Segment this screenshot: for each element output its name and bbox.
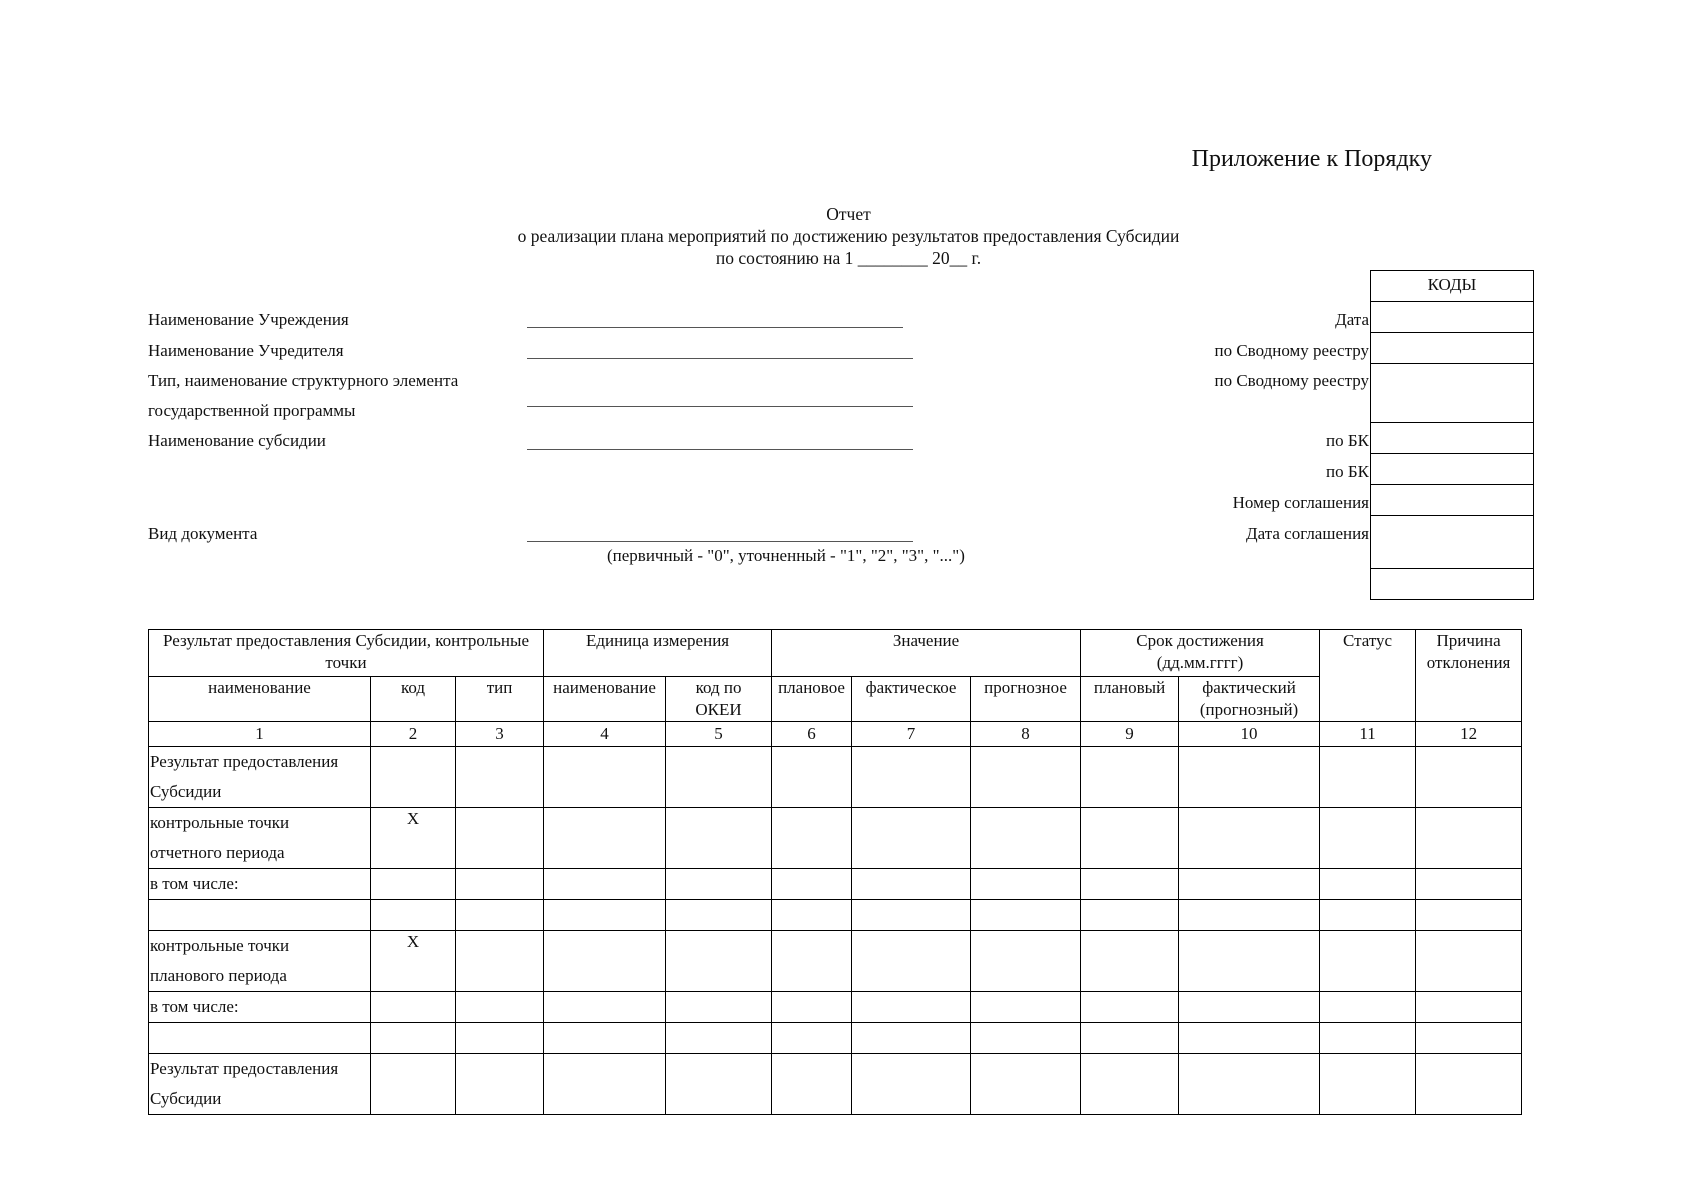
okei-subheader: [666, 677, 772, 722]
codes-box: [1370, 270, 1534, 600]
code-cell-bk-1[interactable]: [1371, 422, 1533, 453]
table-row: [149, 747, 1522, 808]
table-cell[interactable]: [1081, 931, 1179, 992]
code-subheader: код: [371, 677, 456, 722]
table-cell[interactable]: [666, 992, 772, 1023]
table-row: [149, 1023, 1522, 1054]
name-subheader: наименование: [149, 677, 371, 722]
table-cell[interactable]: [666, 869, 772, 900]
reason-header: [1416, 630, 1522, 722]
column-number: 2: [371, 722, 456, 747]
table-cell[interactable]: [1081, 808, 1179, 869]
table-cell[interactable]: [544, 900, 666, 931]
row-label-cell: [149, 747, 371, 808]
table-cell[interactable]: [1179, 869, 1320, 900]
code-cell[interactable]: X: [371, 808, 456, 869]
table-cell[interactable]: [1320, 900, 1416, 931]
table-row: [149, 992, 1522, 1023]
table-cell[interactable]: [852, 900, 971, 931]
table-cell[interactable]: [666, 808, 772, 869]
row-label: Результат предоставления: [150, 752, 339, 771]
table-cell[interactable]: [456, 992, 544, 1023]
table-cell[interactable]: [772, 992, 852, 1023]
code-label-agreement-date: Дата соглашения: [1246, 524, 1369, 543]
table-cell[interactable]: [666, 931, 772, 992]
program-label-line1: Тип, наименование структурного элемента: [148, 371, 459, 390]
table-cell[interactable]: [1416, 1023, 1522, 1054]
column-number-row: [149, 722, 1522, 747]
row-label-cell: [149, 931, 371, 992]
codes-header: КОДЫ: [1427, 275, 1477, 294]
table-cell[interactable]: [1320, 931, 1416, 992]
table-body: [149, 747, 1522, 1115]
code-cell-registry-2[interactable]: [1371, 363, 1533, 422]
deadline-header-line2: (дд.мм.гггг): [1156, 653, 1244, 672]
column-number: 6: [772, 722, 852, 747]
table-cell[interactable]: [544, 1054, 666, 1115]
row-label: отчетного периода: [150, 843, 285, 862]
code-cell[interactable]: [371, 1023, 456, 1054]
row-label: планового периода: [150, 966, 287, 985]
code-cell[interactable]: [371, 1054, 456, 1115]
table-cell[interactable]: [1416, 869, 1522, 900]
deadline-actual-line2: (прогнозный): [1199, 700, 1299, 719]
column-number: 10: [1179, 722, 1320, 747]
table-cell[interactable]: [1081, 900, 1179, 931]
table-row: [149, 808, 1522, 869]
program-label-line2: государственной программы: [148, 401, 356, 420]
table-cell[interactable]: [971, 1023, 1081, 1054]
code-label-bk-1: по БК: [1326, 431, 1369, 450]
deadline-group-header: [1081, 630, 1320, 677]
table-cell[interactable]: [1179, 992, 1320, 1023]
table-row: [149, 1054, 1522, 1115]
table-row: [149, 869, 1522, 900]
table-cell[interactable]: [772, 931, 852, 992]
table-cell[interactable]: [852, 747, 971, 808]
subsidy-label: Наименование субсидии: [148, 431, 326, 450]
code-cell[interactable]: [371, 869, 456, 900]
table-cell[interactable]: [971, 1054, 1081, 1115]
table-header-row-1: [149, 630, 1522, 677]
table-cell[interactable]: [1179, 931, 1320, 992]
row-label-cell: [149, 900, 371, 931]
row-label-cell: [149, 992, 371, 1023]
table-cell[interactable]: [1081, 1023, 1179, 1054]
okei-subheader-line2: ОКЕИ: [695, 700, 742, 719]
type-subheader: тип: [456, 677, 544, 722]
table-cell[interactable]: [1416, 992, 1522, 1023]
table-cell[interactable]: [1320, 1054, 1416, 1115]
program-field[interactable]: [527, 406, 913, 407]
table-row: [149, 931, 1522, 992]
results-table: [148, 629, 1522, 1115]
column-number: 12: [1416, 722, 1522, 747]
table-cell[interactable]: [1416, 747, 1522, 808]
table-row: [149, 900, 1522, 931]
code-cell[interactable]: [371, 992, 456, 1023]
table-cell[interactable]: [666, 900, 772, 931]
actual-subheader: фактическое: [852, 677, 971, 722]
code-cell-agreement-date[interactable]: [1371, 515, 1533, 568]
table-cell[interactable]: [544, 747, 666, 808]
deadline-header-line1: Срок достижения: [1136, 631, 1264, 650]
table-cell[interactable]: [456, 1054, 544, 1115]
appendix-label: Приложение к Порядку: [1191, 146, 1432, 172]
table-cell[interactable]: [1179, 900, 1320, 931]
deadline-planned-subheader: плановый: [1081, 677, 1179, 722]
table-cell[interactable]: [772, 1023, 852, 1054]
code-cell-bk-2[interactable]: [1371, 453, 1533, 484]
table-cell[interactable]: [1416, 1054, 1522, 1115]
value-group-header: Значение: [772, 630, 1081, 677]
row-label: контрольные точки: [150, 813, 290, 832]
code-cell[interactable]: [371, 747, 456, 808]
deadline-actual-line1: фактический: [1202, 678, 1296, 697]
table-cell[interactable]: [1416, 808, 1522, 869]
table-cell[interactable]: [971, 900, 1081, 931]
unit-name-subheader: наименование: [544, 677, 666, 722]
table-cell[interactable]: [772, 747, 852, 808]
code-cell-extra[interactable]: [1371, 568, 1533, 599]
institution-field[interactable]: [527, 327, 903, 328]
row-label: Субсидии: [150, 1089, 222, 1108]
doc-type-field[interactable]: [527, 541, 913, 542]
founder-label: Наименование Учредителя: [148, 341, 344, 360]
table-cell[interactable]: [1179, 1023, 1320, 1054]
row-label: контрольные точки: [150, 936, 290, 955]
table-cell[interactable]: [971, 931, 1081, 992]
column-number: 5: [666, 722, 772, 747]
table-cell[interactable]: [772, 869, 852, 900]
table-cell[interactable]: [1081, 1054, 1179, 1115]
column-number: 4: [544, 722, 666, 747]
code-label-bk-2: по БК: [1326, 462, 1369, 481]
unit-group-header: Единица измерения: [544, 630, 772, 677]
table-cell[interactable]: [852, 992, 971, 1023]
table-cell[interactable]: [456, 747, 544, 808]
table-cell[interactable]: [1320, 808, 1416, 869]
column-number: 9: [1081, 722, 1179, 747]
result-group-header: Результат предоставления Субсидии, контрольные точки: [149, 630, 544, 677]
table-cell[interactable]: [456, 869, 544, 900]
code-cell-date[interactable]: [1371, 301, 1533, 332]
table-cell[interactable]: [544, 808, 666, 869]
reason-header-line1: Причина: [1436, 631, 1501, 650]
table-cell[interactable]: [1179, 808, 1320, 869]
table-cell[interactable]: [456, 900, 544, 931]
code-label-registry-2: по Сводному реестру: [1214, 371, 1369, 390]
table-cell[interactable]: [1081, 992, 1179, 1023]
report-date-line: по состоянию на 1 ________ 20__ г.: [715, 248, 982, 268]
table-cell[interactable]: [1081, 747, 1179, 808]
table-cell[interactable]: [852, 869, 971, 900]
table-cell[interactable]: [544, 992, 666, 1023]
deadline-actual-subheader: [1179, 677, 1320, 722]
table-cell[interactable]: [666, 1023, 772, 1054]
table-cell[interactable]: [971, 808, 1081, 869]
row-label: в том числе:: [150, 874, 239, 893]
table-cell[interactable]: [852, 1023, 971, 1054]
founder-field[interactable]: [527, 358, 913, 359]
table-cell[interactable]: [852, 931, 971, 992]
column-number: 3: [456, 722, 544, 747]
table-cell[interactable]: [971, 869, 1081, 900]
doc-type-hint: (первичный - "0", уточненный - "1", "2", "3", "..."): [607, 546, 965, 565]
code-cell[interactable]: X: [371, 931, 456, 992]
column-number: 1: [149, 722, 371, 747]
code-cell-registry-1[interactable]: [1371, 332, 1533, 363]
code-label-agreement-number: Номер соглашения: [1232, 493, 1369, 512]
report-subtitle: о реализации плана мероприятий по достижению результатов предоставления Субсидии: [517, 226, 1180, 246]
table-cell[interactable]: [1320, 1023, 1416, 1054]
institution-label: Наименование Учреждения: [148, 310, 349, 329]
code-cell-agreement-number[interactable]: [1371, 484, 1533, 515]
row-label: Субсидии: [150, 782, 222, 801]
table-cell[interactable]: [1179, 1054, 1320, 1115]
reason-header-line2: отклонения: [1426, 653, 1511, 672]
table-cell[interactable]: [544, 869, 666, 900]
table-cell[interactable]: [772, 1054, 852, 1115]
column-number: 7: [852, 722, 971, 747]
table-cell[interactable]: [544, 931, 666, 992]
planned-subheader: плановое: [772, 677, 852, 722]
table-cell[interactable]: [971, 992, 1081, 1023]
table-cell[interactable]: [1320, 869, 1416, 900]
table-cell[interactable]: [1416, 931, 1522, 992]
column-number: 8: [971, 722, 1081, 747]
table-cell[interactable]: [971, 747, 1081, 808]
table-cell[interactable]: [666, 1054, 772, 1115]
table-cell[interactable]: [544, 1023, 666, 1054]
table-cell[interactable]: [852, 1054, 971, 1115]
table-cell[interactable]: [456, 931, 544, 992]
forecast-subheader: прогнозное: [971, 677, 1081, 722]
status-header: Статус: [1320, 630, 1416, 722]
table-cell[interactable]: [852, 808, 971, 869]
table-cell[interactable]: [1179, 747, 1320, 808]
report-title: Отчет: [826, 204, 871, 224]
okei-subheader-line1: код по: [695, 678, 742, 697]
table-cell[interactable]: [772, 900, 852, 931]
code-cell[interactable]: [371, 900, 456, 931]
row-label: в том числе:: [150, 997, 239, 1016]
table-cell[interactable]: [1320, 992, 1416, 1023]
subsidy-field[interactable]: [527, 449, 913, 450]
table-cell[interactable]: [456, 808, 544, 869]
table-cell[interactable]: [456, 1023, 544, 1054]
doc-type-label: Вид документа: [148, 524, 258, 543]
table-cell[interactable]: [666, 747, 772, 808]
table-cell[interactable]: [1416, 900, 1522, 931]
column-number: 11: [1320, 722, 1416, 747]
table-cell[interactable]: [1320, 747, 1416, 808]
row-label-cell: [149, 869, 371, 900]
table-cell[interactable]: [1081, 869, 1179, 900]
row-label-cell: [149, 1054, 371, 1115]
row-label: Результат предоставления: [150, 1059, 339, 1078]
row-label-cell: [149, 808, 371, 869]
row-label-cell: [149, 1023, 371, 1054]
code-label-date: Дата: [1335, 310, 1369, 329]
table-header-row-2: [149, 677, 1522, 722]
table-cell[interactable]: [772, 808, 852, 869]
code-label-registry-1: по Сводному реестру: [1214, 341, 1369, 360]
